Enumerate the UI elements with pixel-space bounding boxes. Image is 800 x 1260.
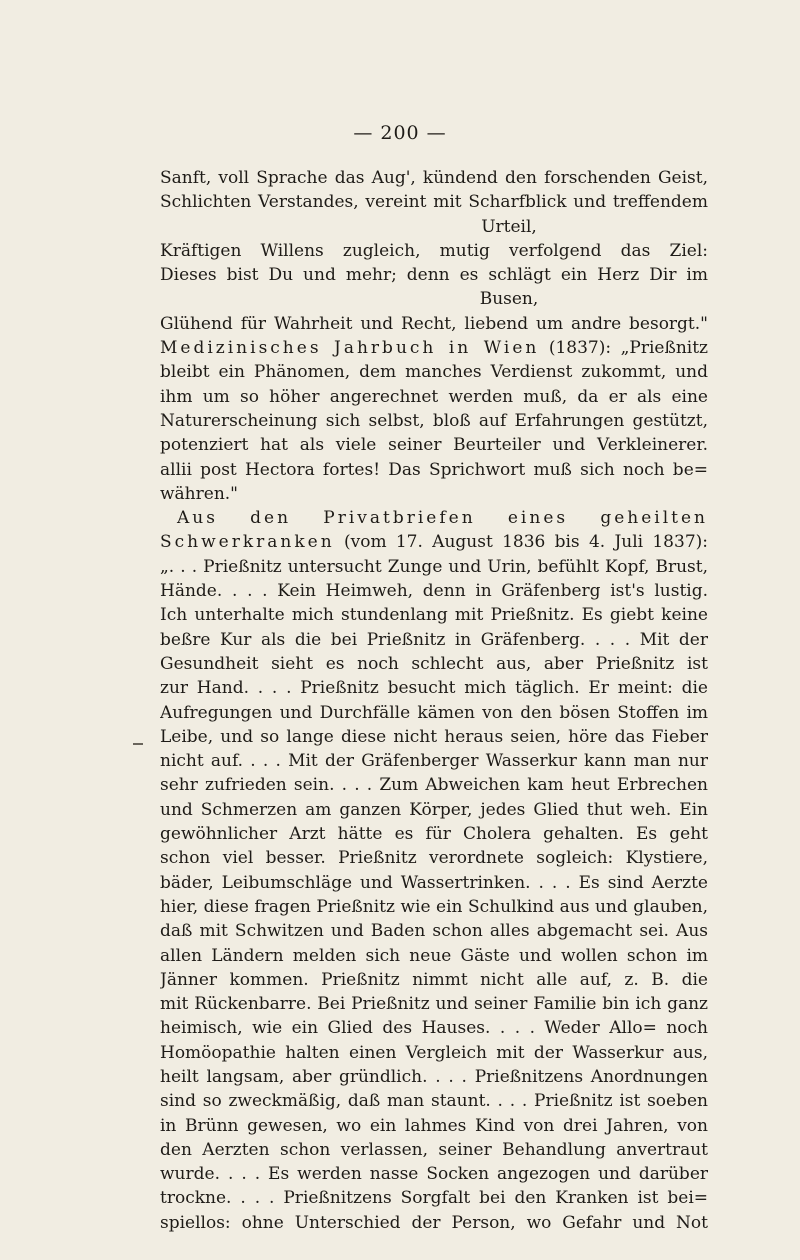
paragraph-line: nicht auf. . . . Mit der Gräfenberger Wasserkur kann man nur: [160, 751, 708, 772]
paragraph-line: hier, diese fragen Prießnitz wie ein Schulkind aus und glauben,: [160, 896, 708, 917]
page-number: — 200 —: [353, 122, 447, 144]
paragraph-line: daß mit Schwitzen und Baden schon alles abgemacht sei. Aus: [160, 921, 708, 942]
source-heading: Aus den Privatbriefen eines geheilten: [177, 508, 708, 529]
paragraph-line: mit Rückenbarre. Bei Prießnitz und seiner Familie bin ich ganz: [160, 994, 708, 1015]
paragraph-line: Naturerscheinung sich selbst, bloß auf Erfahrungen gestützt,: [160, 410, 708, 431]
poem-line: Sanft, voll Sprache das Aug', kündend den forschenden Geist,: [160, 168, 708, 188]
source-heading: Schwerkranken: [160, 532, 335, 553]
paragraph-line: Leibe, und so lange diese nicht heraus seien, höre das Fieber: [160, 726, 708, 747]
poem-line: Glühend für Wahrheit und Recht, liebend um andre besorgt.": [160, 313, 708, 334]
paragraph-line: Ich unterhalte mich stundenlang mit Prießnitz. Es giebt keine: [160, 605, 708, 626]
paragraph-line: Gesundheit sieht es noch schlecht aus, aber Prießnitz ist: [160, 653, 708, 674]
paragraph-line: gewöhnlicher Arzt hätte es für Cholera gehalten. Es geht: [160, 824, 708, 845]
paragraph-line: heilt langsam, aber gründlich. . . . Prießnitzens Anordnungen: [160, 1066, 708, 1087]
poem-line: Schlichten Verstandes, vereint mit Scharfblick und treffendem: [160, 192, 708, 213]
paragraph-line: beßre Kur als die bei Prießnitz in Gräfenberg. . . . Mit der: [160, 629, 708, 650]
paragraph-line: trockne. . . . Prießnitzens Sorgfalt bei den Kranken ist bei=: [160, 1188, 708, 1209]
margin-mark: [133, 743, 143, 745]
poem-line: Busen,: [479, 289, 539, 310]
paragraph-line: schon viel besser. Prießnitz verordnete sogleich: Klystiere,: [160, 848, 708, 869]
paragraph-line: Jänner kommen. Prießnitz nimmt nicht alle auf, z. B. die: [160, 969, 708, 990]
paragraph-line: Medizinisches Jahrbuch in Wien (1837): „Prießnitz: [160, 338, 708, 359]
page-text: [160, 166, 708, 1235]
poem-line: Dieses bist Du und mehr; denn es schlägt ein Herz Dir im: [160, 265, 708, 286]
paragraph-line: allii post Hectora fortes! Das Sprichwort muß sich noch be=: [160, 459, 708, 480]
paragraph-line: potenziert hat als viele seiner Beurteiler und Verkleinerer.: [160, 435, 708, 456]
paragraph-line: zur Hand. . . . Prießnitz besucht mich täglich. Er meint: die: [160, 678, 708, 699]
paragraph-line: den Aerzten schon verlassen, seiner Behandlung anvertraut: [160, 1139, 708, 1160]
paragraph-line: und Schmerzen am ganzen Körper, jedes Glied thut weh. Ein: [160, 799, 708, 820]
paragraph-line: „. . . Prießnitz untersucht Zunge und Urin, befühlt Kopf, Brust,: [160, 556, 708, 577]
paragraph-line: bleibt ein Phänomen, dem manches Verdienst zukommt, und: [160, 362, 708, 383]
paragraph-line: ihm um so höher angerechnet werden muß, da er als eine: [160, 386, 708, 407]
paragraph-line: Schwerkranken (vom 17. August 1836 bis 4. Juli 1837):: [160, 532, 708, 553]
paragraph-line: in Brünn gewesen, wo ein lahmes Kind von drei Jahren, von: [160, 1115, 708, 1136]
paragraph-line: spiellos: ohne Unterschied der Person, wo Gefahr und Not: [160, 1212, 708, 1233]
paragraph-line: Hände. . . . Kein Heimweh, denn in Gräfenberg ist's lustig.: [160, 581, 708, 602]
paragraph-line: währen.": [160, 483, 238, 504]
poem-line: Kräftigen Willens zugleich, mutig verfolgend das Ziel:: [160, 240, 708, 261]
poem-line: Urteil,: [481, 216, 537, 237]
paragraph-line: Aufregungen und Durchfälle kämen von den bösen Stoffen im: [160, 702, 708, 723]
paragraph-line: sehr zufrieden sein. . . . Zum Abweichen kam heut Erbrechen: [160, 775, 708, 796]
paragraph-line: allen Ländern melden sich neue Gäste und wollen schon im: [160, 945, 708, 966]
paragraph-line: wurde. . . . Es werden nasse Socken angezogen und darüber: [160, 1164, 708, 1185]
paragraph-line: Homöopathie halten einen Vergleich mit der Wasserkur aus,: [160, 1042, 708, 1063]
paragraph-line: sind so zweckmäßig, daß man staunt. . . . Prießnitz ist soeben: [160, 1091, 708, 1112]
paragraph-line: bäder, Leibumschläge und Wassertrinken. . . . Es sind Aerzte: [160, 872, 708, 893]
paragraph-line: heimisch, wie ein Glied des Hauses. . . . Weder Allo= noch: [160, 1018, 708, 1039]
source-heading: Medizinisches Jahrbuch in Wien: [160, 338, 540, 359]
